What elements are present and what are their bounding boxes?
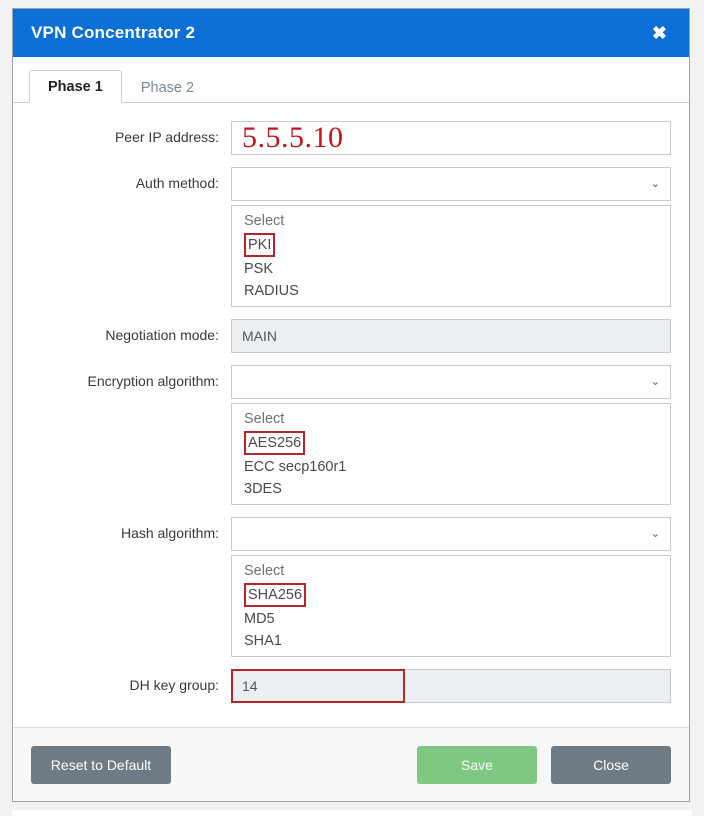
list-item[interactable]: 3DES [244,481,282,497]
chevron-down-icon: ⌄ [650,527,660,540]
row-auth-method [31,167,671,307]
vpn-concentrator-dialog [12,8,690,802]
negotiation-mode-label: Negotiation mode: [105,327,219,343]
auth-method-label: Auth method: [135,175,219,191]
chevron-down-icon: ⌄ [650,375,660,388]
encryption-algorithm-field-wrap [231,365,671,505]
hash-algorithm-options-list [231,555,671,657]
encryption-algorithm-select[interactable] [231,365,671,399]
peer-ip-input[interactable] [231,121,671,155]
dialog-title: VPN Concentrator 2 [31,23,196,42]
hash-algorithm-field-wrap [231,517,671,657]
list-item[interactable] [232,430,670,456]
dh-key-group-field-wrap [231,669,671,703]
negotiation-mode-field-wrap [231,319,671,353]
list-item[interactable]: Select [244,563,285,579]
reset-to-default-button[interactable]: Reset to Default [31,746,171,784]
encryption-algorithm-options-list [231,403,671,505]
peer-ip-field-wrap [231,121,671,155]
save-button[interactable]: Save [417,746,537,784]
list-item[interactable] [232,582,670,608]
close-button[interactable]: Close [551,746,671,784]
auth-method-options-list [231,205,671,307]
auth-method-highlight: PKI [244,233,275,257]
negotiation-mode-value: MAIN [231,319,671,353]
list-item[interactable] [232,232,670,258]
list-item[interactable]: Select [244,213,285,229]
list-item[interactable]: PSK [244,261,274,277]
row-peer-ip [31,121,671,155]
chevron-down-icon: ⌄ [650,177,660,190]
bottom-strip [12,810,692,816]
tab-bar [13,57,689,103]
dialog-footer [13,727,689,801]
list-item[interactable]: SHA1 [244,633,282,649]
close-icon[interactable]: ✖ [651,23,667,43]
hash-algorithm-select[interactable] [231,517,671,551]
list-item[interactable]: RADIUS [244,283,299,299]
tab-phase-2[interactable]: Phase 2 [140,80,195,96]
row-hash-algorithm [31,517,671,657]
list-item[interactable]: Select [244,411,285,427]
dialog-titlebar [13,9,689,57]
auth-method-select[interactable] [231,167,671,201]
dh-key-group-label: DH key group: [129,677,219,693]
tab-phase-1[interactable]: Phase 1 [29,70,122,103]
row-dh-key-group [31,669,671,703]
row-negotiation-mode [31,319,671,353]
list-item[interactable]: ECC secp160r1 [244,459,347,475]
row-encryption-algorithm [31,365,671,505]
dialog-body [13,57,689,801]
auth-method-field-wrap [231,167,671,307]
list-item[interactable]: MD5 [244,611,275,627]
encryption-algorithm-highlight: AES256 [244,431,305,455]
encryption-algorithm-label: Encryption algorithm: [87,373,219,389]
hash-algorithm-label: Hash algorithm: [120,525,219,541]
phase1-form [13,103,689,727]
dh-key-group-value[interactable]: 14 [231,669,671,703]
hash-algorithm-highlight: SHA256 [244,583,306,607]
peer-ip-label: Peer IP address: [114,129,219,145]
peer-ip-value: 5.5.5.10 [242,121,344,154]
